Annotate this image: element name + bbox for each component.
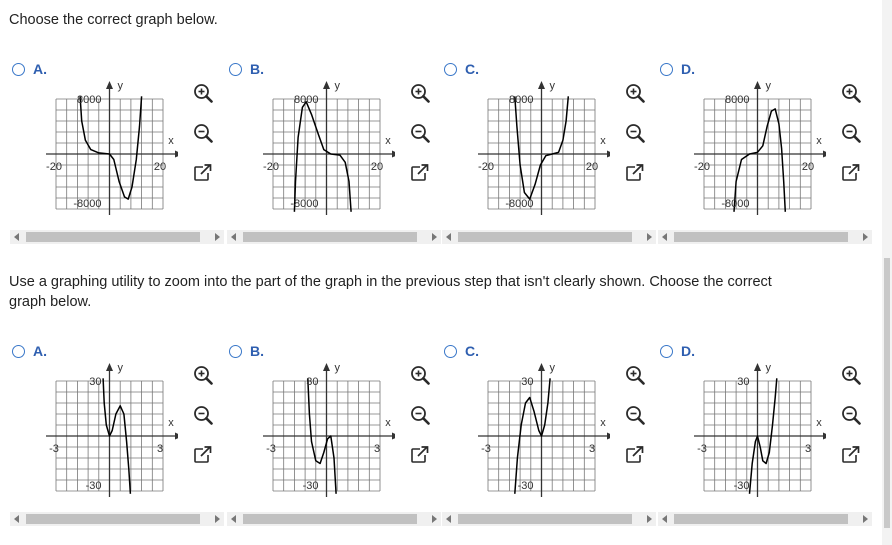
row2-scrollbar-a[interactable] <box>10 512 224 526</box>
zoom-in-icon[interactable] <box>625 365 645 385</box>
option-letter: A. <box>33 61 47 77</box>
row2-graph-b-plot <box>255 361 395 511</box>
y-min-label: -8000 <box>505 198 534 210</box>
option-letter: C. <box>465 343 479 359</box>
y-min-label: -30 <box>85 480 102 492</box>
x-axis-arrow <box>607 433 610 440</box>
function-curve <box>734 109 785 212</box>
x-min-label: -20 <box>478 161 494 173</box>
x-max-label: 20 <box>370 161 384 173</box>
y-axis-arrow <box>754 363 761 371</box>
zoom-in-icon[interactable] <box>193 365 213 385</box>
y-axis-arrow <box>323 81 330 89</box>
zoom-out-icon[interactable] <box>193 405 213 425</box>
row1-graph-b-plot <box>255 79 395 229</box>
row2-scrollbar-b[interactable] <box>227 512 441 526</box>
question-2-prompt <box>9 272 879 312</box>
zoom-in-icon[interactable] <box>841 83 861 103</box>
row2-option-d[interactable] <box>660 343 695 359</box>
y-min-label: -8000 <box>290 198 319 210</box>
question-1-prompt: Choose the correct graph below. <box>9 12 218 28</box>
function-curve <box>80 96 142 199</box>
open-external-icon[interactable] <box>193 163 213 183</box>
open-external-icon[interactable] <box>410 163 430 183</box>
y-max-label: 8000 <box>725 94 750 106</box>
zoom-in-icon[interactable] <box>410 83 430 103</box>
x-min-label: -20 <box>694 161 710 173</box>
row1-option-d[interactable] <box>660 61 695 77</box>
y-max-label: 8000 <box>294 94 319 106</box>
scroll-left-icon[interactable] <box>14 515 19 523</box>
open-external-icon[interactable] <box>841 445 861 465</box>
x-axis-label: x <box>816 417 822 429</box>
y-min-label: -30 <box>733 480 750 492</box>
scroll-right-icon[interactable] <box>863 515 868 523</box>
scrollbar-thumb[interactable] <box>26 232 200 242</box>
row1-graph-a-plot <box>38 79 178 229</box>
zoom-in-icon[interactable] <box>193 83 213 103</box>
radio-button[interactable] <box>12 345 25 358</box>
x-min-label: -20 <box>263 161 279 173</box>
row2-scrollbar-c[interactable] <box>442 512 656 526</box>
x-axis-label: x <box>385 417 391 429</box>
y-axis-label: y <box>549 362 555 374</box>
row1-option-c[interactable] <box>444 61 479 77</box>
row1-graph-a <box>38 79 178 229</box>
zoom-in-icon[interactable] <box>625 83 645 103</box>
radio-button[interactable] <box>660 63 673 76</box>
page-scrollbar[interactable] <box>882 0 892 545</box>
scroll-right-icon[interactable] <box>215 233 220 241</box>
y-axis-arrow <box>538 81 545 89</box>
y-axis-label: y <box>334 80 340 92</box>
open-external-icon[interactable] <box>410 445 430 465</box>
row2-graph-b <box>255 361 395 511</box>
y-axis-label: y <box>549 80 555 92</box>
scroll-left-icon[interactable] <box>662 515 667 523</box>
x-min-label: -3 <box>697 443 707 455</box>
radio-button[interactable] <box>444 63 457 76</box>
radio-button[interactable] <box>660 345 673 358</box>
open-external-icon[interactable] <box>625 445 645 465</box>
x-axis-label: x <box>600 417 606 429</box>
scroll-right-icon[interactable] <box>432 233 437 241</box>
y-max-label: 30 <box>521 376 534 388</box>
row1-option-b[interactable] <box>229 61 264 77</box>
scroll-left-icon[interactable] <box>662 233 667 241</box>
x-min-label: -3 <box>266 443 276 455</box>
row1-graph-d <box>686 79 826 229</box>
option-letter: A. <box>33 343 47 359</box>
question-2-prompt-line-1: Use a graphing utility to zoom into the part of the graph in the previous step that isn't clearly shown. Choose the correct <box>9 274 772 290</box>
row2-graph-c <box>470 361 610 511</box>
x-axis-arrow <box>392 433 395 440</box>
zoom-in-icon[interactable] <box>841 365 861 385</box>
zoom-out-icon[interactable] <box>410 123 430 143</box>
scroll-right-icon[interactable] <box>647 515 652 523</box>
scroll-left-icon[interactable] <box>446 515 451 523</box>
zoom-out-icon[interactable] <box>625 123 645 143</box>
x-min-label: -3 <box>49 443 59 455</box>
y-min-label: -30 <box>517 480 534 492</box>
scrollbar-thumb[interactable] <box>674 232 848 242</box>
open-external-icon[interactable] <box>841 163 861 183</box>
row1-graph-c <box>470 79 610 229</box>
x-max-label: 20 <box>153 161 167 173</box>
x-axis-arrow <box>607 151 610 158</box>
scroll-left-icon[interactable] <box>14 233 19 241</box>
y-max-label: 30 <box>89 376 102 388</box>
zoom-out-icon[interactable] <box>410 405 430 425</box>
open-external-icon[interactable] <box>625 163 645 183</box>
row2-graph-a <box>38 361 178 511</box>
x-max-label: 3 <box>588 443 596 455</box>
y-axis-label: y <box>334 362 340 374</box>
x-max-label: 20 <box>585 161 599 173</box>
row2-graph-c-plot <box>470 361 610 511</box>
radio-button[interactable] <box>229 345 242 358</box>
y-max-label: 8000 <box>77 94 102 106</box>
zoom-in-icon[interactable] <box>410 365 430 385</box>
scroll-right-icon[interactable] <box>215 515 220 523</box>
row2-graph-d <box>686 361 826 511</box>
x-axis-label: x <box>168 135 174 147</box>
option-letter: C. <box>465 61 479 77</box>
row1-graph-b <box>255 79 395 229</box>
scrollbar-thumb[interactable] <box>458 514 632 524</box>
row1-option-a[interactable] <box>12 61 47 77</box>
x-axis-arrow <box>392 151 395 158</box>
scroll-right-icon[interactable] <box>432 515 437 523</box>
row1-scrollbar-a[interactable] <box>10 230 224 244</box>
zoom-out-icon[interactable] <box>193 123 213 143</box>
y-max-label: 30 <box>306 376 319 388</box>
scroll-left-icon[interactable] <box>231 515 236 523</box>
x-axis-arrow <box>175 433 178 440</box>
function-curve <box>294 102 351 212</box>
scrollbar-thumb[interactable] <box>243 514 417 524</box>
row2-graph-d-plot <box>686 361 826 511</box>
zoom-out-icon[interactable] <box>841 123 861 143</box>
scrollbar-thumb[interactable] <box>458 232 632 242</box>
x-min-label: -20 <box>46 161 62 173</box>
scroll-right-icon[interactable] <box>647 233 652 241</box>
option-letter: D. <box>681 343 695 359</box>
row1-graph-d-plot <box>686 79 826 229</box>
x-max-label: 3 <box>373 443 381 455</box>
y-min-label: -8000 <box>721 198 750 210</box>
y-axis-arrow <box>106 81 113 89</box>
radio-button[interactable] <box>444 345 457 358</box>
row1-scrollbar-d[interactable] <box>658 230 872 244</box>
y-max-label: 30 <box>737 376 750 388</box>
option-letter: B. <box>250 343 264 359</box>
radio-button[interactable] <box>12 63 25 76</box>
y-min-label: -30 <box>302 480 319 492</box>
x-axis-label: x <box>168 417 174 429</box>
y-axis-label: y <box>765 362 771 374</box>
row1-scrollbar-b[interactable] <box>227 230 441 244</box>
row2-option-a[interactable] <box>12 343 47 359</box>
scroll-left-icon[interactable] <box>231 233 236 241</box>
scroll-left-icon[interactable] <box>446 233 451 241</box>
x-axis-arrow <box>823 433 826 440</box>
x-axis-label: x <box>600 135 606 147</box>
radio-button[interactable] <box>229 63 242 76</box>
scrollbar-thumb[interactable] <box>243 232 417 242</box>
y-max-label: 8000 <box>509 94 534 106</box>
row2-scrollbar-d[interactable] <box>658 512 872 526</box>
row1-scrollbar-c[interactable] <box>442 230 656 244</box>
page-scrollbar-thumb[interactable] <box>884 258 890 528</box>
option-letter: B. <box>250 61 264 77</box>
y-axis-label: y <box>765 80 771 92</box>
x-axis-label: x <box>385 135 391 147</box>
y-axis-arrow <box>323 363 330 371</box>
row2-option-c[interactable] <box>444 343 479 359</box>
scrollbar-thumb[interactable] <box>674 514 848 524</box>
y-axis-label: y <box>117 362 123 374</box>
x-min-label: -3 <box>481 443 491 455</box>
x-max-label: 20 <box>801 161 815 173</box>
open-external-icon[interactable] <box>193 445 213 465</box>
zoom-out-icon[interactable] <box>841 405 861 425</box>
scrollbar-thumb[interactable] <box>26 514 200 524</box>
y-axis-arrow <box>106 363 113 371</box>
row2-option-b[interactable] <box>229 343 264 359</box>
y-min-label: -8000 <box>73 198 102 210</box>
y-axis-arrow <box>538 363 545 371</box>
zoom-out-icon[interactable] <box>625 405 645 425</box>
x-axis-arrow <box>823 151 826 158</box>
option-letter: D. <box>681 61 695 77</box>
x-axis-label: x <box>816 135 822 147</box>
x-axis-arrow <box>175 151 178 158</box>
x-max-label: 3 <box>804 443 812 455</box>
x-max-label: 3 <box>156 443 164 455</box>
row1-graph-c-plot <box>470 79 610 229</box>
y-axis-arrow <box>754 81 761 89</box>
row2-graph-a-plot <box>38 361 178 511</box>
scroll-right-icon[interactable] <box>863 233 868 241</box>
y-axis-label: y <box>117 80 123 92</box>
question-2-prompt-line-2: graph below. <box>9 294 92 310</box>
